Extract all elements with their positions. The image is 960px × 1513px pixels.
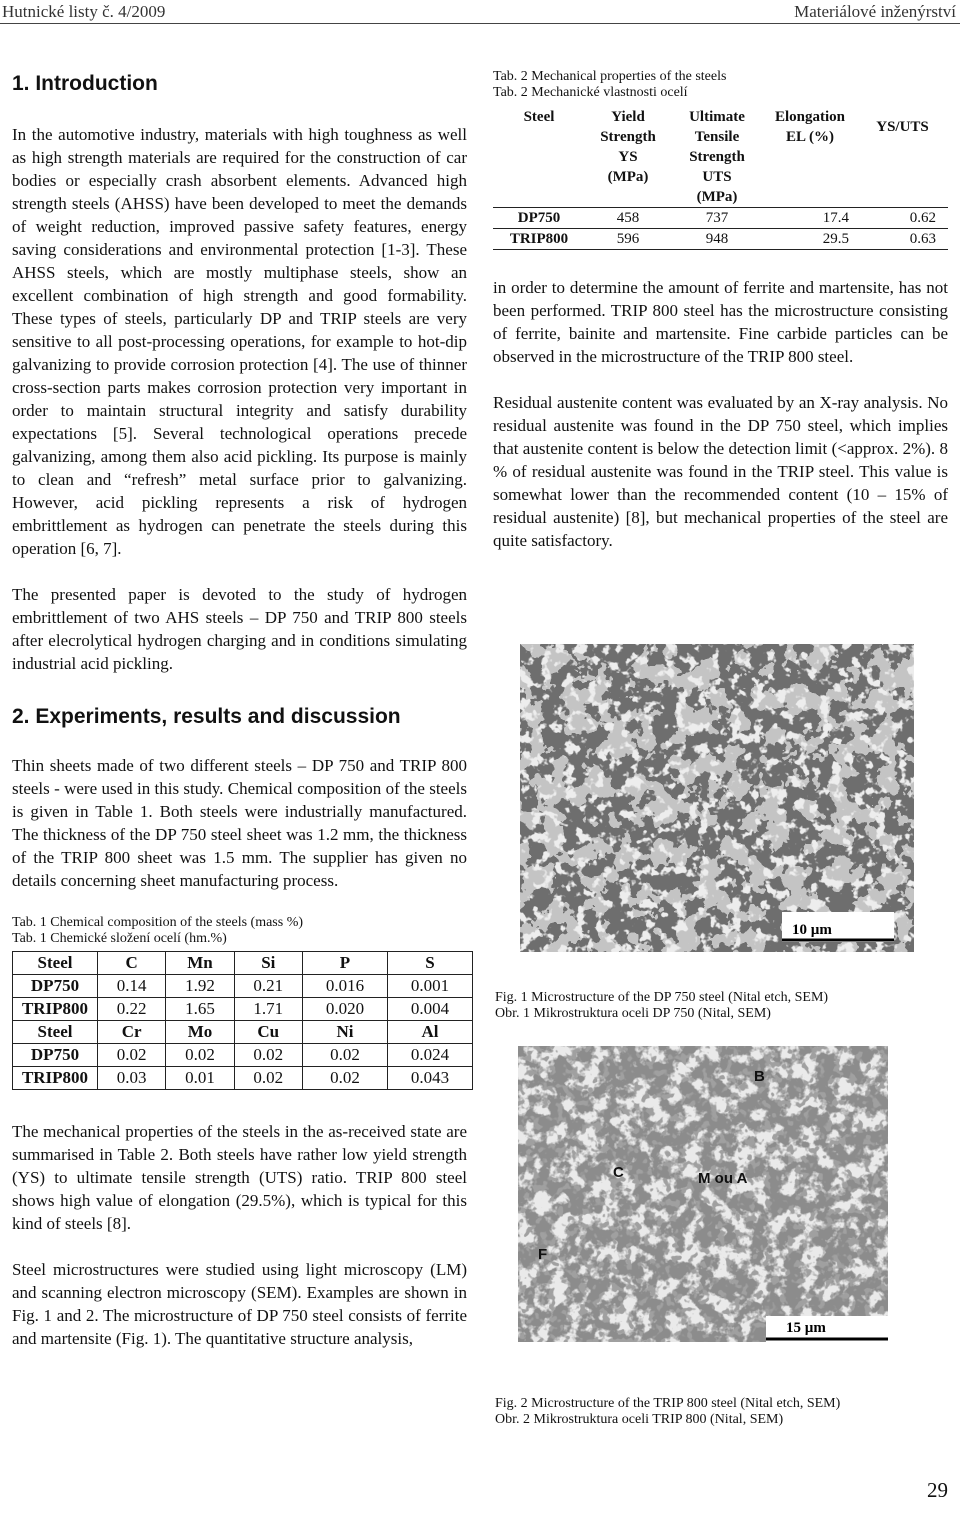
table2-header-line: YS [618,149,638,165]
table2-cell: 948 [671,229,763,250]
table1-caption-en: Tab. 1 Chemical composition of the steels (mass %) [12,915,304,930]
figure-1-caption [495,990,955,1022]
micrograph-dp750-image [520,644,914,952]
table-row [13,1067,473,1090]
phase-label-ferrite: F [538,1246,548,1263]
table1-cell: 0.21 [234,975,302,998]
table1-cell: DP750 [13,975,98,998]
table1-cell: 0.016 [302,975,387,998]
intro-paragraph-2: The presented paper is devoted to the study of hydrogen embrittlement of two AHS steels – DP 750 and TRIP 800 steels after elecrolytical hydrogen charging and in conditions simulating industrial acid pickling. [12,585,467,673]
table-row [13,998,473,1021]
table-row [493,229,948,250]
table2-header-line: Ultimate [689,109,745,125]
table-row [13,1044,473,1067]
table1-cell: TRIP800 [13,998,98,1021]
table1-cell: 0.02 [166,1044,234,1067]
table2-caption [493,69,948,101]
table2-cell: 29.5 [763,229,857,250]
right-paragraph-1: in order to determine the amount of ferrite and martensite, has not been performed. TRIP 800 steel has the microstructure consisting of ferrite, bainite and martensite. Fine carbide particles can be observed in the microstructure of the TRIP 800 steel. [493,278,948,366]
intro-heading: 1. Introduction [12,72,158,95]
table1-caption-cz: Tab. 1 Chemické složení ocelí (hm.%) [12,931,227,946]
right-paragraph-2: Residual austenite content was evaluated by an X-ray analysis. No residual austenite was found in the DP 750 steel, which implies that austenite content is below the detection limit (<approx. 2%). 8 % of residual austenite was found in the TRIP steel. This value is somewhat lower than the recommended content (10 – 15% of residual austenite) [8], but mechanical properties of the steel are quite satisfactory. [493,393,948,550]
table2-header-line: Strength [689,149,745,165]
table2-header-uts [671,107,763,208]
table2-caption-en: Tab. 2 Mechanical properties of the steels [493,69,727,84]
table1-cell: 0.02 [234,1067,302,1090]
table1-header-cell: Al [387,1021,472,1044]
table1-cell: 0.22 [98,998,166,1021]
table1-cell: 0.001 [387,975,472,998]
table1-header-cell: Steel [13,1021,98,1044]
table1-header-cell: Cr [98,1021,166,1044]
table1-cell: 0.020 [302,998,387,1021]
journal-title: Hutnické listy č. 4/2009 [2,2,166,21]
header-rule [0,23,960,24]
figure-1-caption-en: Fig. 1 Microstructure of the DP 750 steel (Nital etch, SEM) [495,990,829,1005]
left-column [12,60,467,1350]
table1-cell: 0.02 [302,1067,387,1090]
table2-header-line: UTS [702,169,732,185]
table1-cell: DP750 [13,1044,98,1067]
table2-header-line: (MPa) [607,169,649,185]
table1-cell: 0.004 [387,998,472,1021]
table1-header-cell: Mn [166,952,234,975]
table2-cell: 0.63 [857,229,948,250]
table2-caption-cz: Tab. 2 Mechanické vlastnosti ocelí [493,85,688,100]
table1-cell: 0.14 [98,975,166,998]
table1-header-cell: Steel [13,952,98,975]
figure-1-scale-label: 10 µm [792,922,832,938]
table1-header-cell: S [387,952,472,975]
running-header [0,0,960,24]
table1-cell: TRIP800 [13,1067,98,1090]
table2-header-line: (MPa) [696,189,738,205]
table1-cell: 0.02 [98,1044,166,1067]
figure-2-micrograph [518,1046,888,1342]
experiments-paragraph-1: Thin sheets made of two different steels – DP 750 and TRIP 800 steels - were used in this study. Chemical composition of the steels is given in Table 1. Both steels were industrially manufactured. The thickness of the DP 750 steel sheet was 1.2 mm, the thickness of the TRIP 800 sheet was 1.5 mm. The supplier has given no details concerning sheet manufacturing process. [12,756,467,890]
experiments-heading: 2. Experiments, results and discussion [12,705,401,728]
chemical-composition-table [12,951,473,1090]
table1-header-cell: Cu [234,1021,302,1044]
table1-caption [12,915,467,947]
table1-header-row-2 [13,1021,473,1044]
table1-header-cell: Ni [302,1021,387,1044]
table1-cell: 1.71 [234,998,302,1021]
page-number: 29 [927,1478,948,1502]
table1-cell: 0.01 [166,1067,234,1090]
table1-header-cell: C [98,952,166,975]
table2-header-line: Yield [611,109,645,125]
table2-header-line: Strength [600,129,656,145]
table2-header-line: EL (%) [786,129,834,145]
phase-label-carbide: C [613,1164,624,1181]
table2-header-ratio [857,107,948,208]
experiments-paragraph-3: Steel microstructures were studied using light microscopy (LM) and scanning electron microscopy (SEM). Examples are shown in Fig. 1 and 2. The microstructure of DP 750 steel consists of ferrite and martensite (Fig. 1). The quantitative structure analysis, [12,1260,467,1348]
right-column [493,60,948,552]
figure-2-caption [495,1396,955,1428]
micrograph-trip800-image [518,1046,888,1342]
table-row [493,208,948,229]
table2-header-ys [585,107,671,208]
table1-cell: 1.65 [166,998,234,1021]
phase-label-martensite: M ou A [698,1170,748,1187]
table1-cell: 0.03 [98,1067,166,1090]
figure-2-caption-cz: Obr. 2 Mikrostruktura oceli TRIP 800 (Nital, SEM) [495,1412,784,1427]
section-title: Materiálové inženýrství [794,2,956,21]
intro-paragraph-1: In the automotive industry, materials with high toughness as well as high strength materials are required for the construction of car bodies or especially crash absorbent elements. Advanced high strength steels (AHSS) have been developed to meet the demands of weight reduction, improved passive safety features, energy saving considerations and environmental protection [1-3]. These AHSS steels, which are mostly multiphase steels, show an excellent combination of high strength and good formability. These types of steels, particularly DP and TRIP steels are very sensitive to all post-processing operations, for example to hot-dip galvanizing to provide corrosion protection [4]. The use of thinner cross-section parts makes corrosion protection very important in order to maintain structural integrity and satisfy durability expectations [5]. Several technological operations precede galvanizing, among them also acid pickling. Its purpose is mainly to clean and “refresh” metal surface prior to galvanizing. However, acid pickling represents a risk of hydrogen embrittlement as hydrogen can penetrate the steels during this operation [6, 7]. [12,125,467,558]
table2-header-steel: Steel [493,107,585,208]
mechanical-properties-table [493,107,948,250]
table1-header-row-1 [13,952,473,975]
table2-header-el [763,107,857,208]
table1-header-cell: Si [234,952,302,975]
table2-cell: 596 [585,229,671,250]
figure-1-micrograph [520,644,914,952]
table2-header-row [493,107,948,208]
table1-header-cell: Mo [166,1021,234,1044]
table2-cell: 0.62 [857,208,948,229]
table1-cell: 0.02 [234,1044,302,1067]
figure-2-scale-label: 15 µm [786,1320,826,1336]
table2-cell: 17.4 [763,208,857,229]
table2-cell: 458 [585,208,671,229]
table2-header-line: Elongation [774,109,846,125]
table1-header-cell: P [302,952,387,975]
table1-cell: 1.92 [166,975,234,998]
phase-label-bainite: B [754,1068,765,1085]
table1-cell: 0.024 [387,1044,472,1067]
experiments-paragraph-2: The mechanical properties of the steels in the as-received state are summarised in Table 2. Both steels have rather low yield strength (YS) to ultimate tensile strength (UTS) ratio. TRIP 800 steel shows high value of elongation (29.5%), which is typical for this kind of steels [8]. [12,1122,467,1233]
table2-cell: 737 [671,208,763,229]
figure-1-caption-cz: Obr. 1 Mikrostruktura oceli DP 750 (Nital, SEM) [495,1006,771,1021]
table2-header-ratio-text: YS/UTS [876,119,929,135]
figure-2-caption-en: Fig. 2 Microstructure of the TRIP 800 steel (Nital etch, SEM) [495,1396,841,1411]
table2-header-line: Tensile [694,129,740,145]
table1-cell: 0.043 [387,1067,472,1090]
table2-cell: TRIP800 [493,229,585,250]
table1-cell: 0.02 [302,1044,387,1067]
table2-cell: DP750 [493,208,585,229]
table-row [13,975,473,998]
